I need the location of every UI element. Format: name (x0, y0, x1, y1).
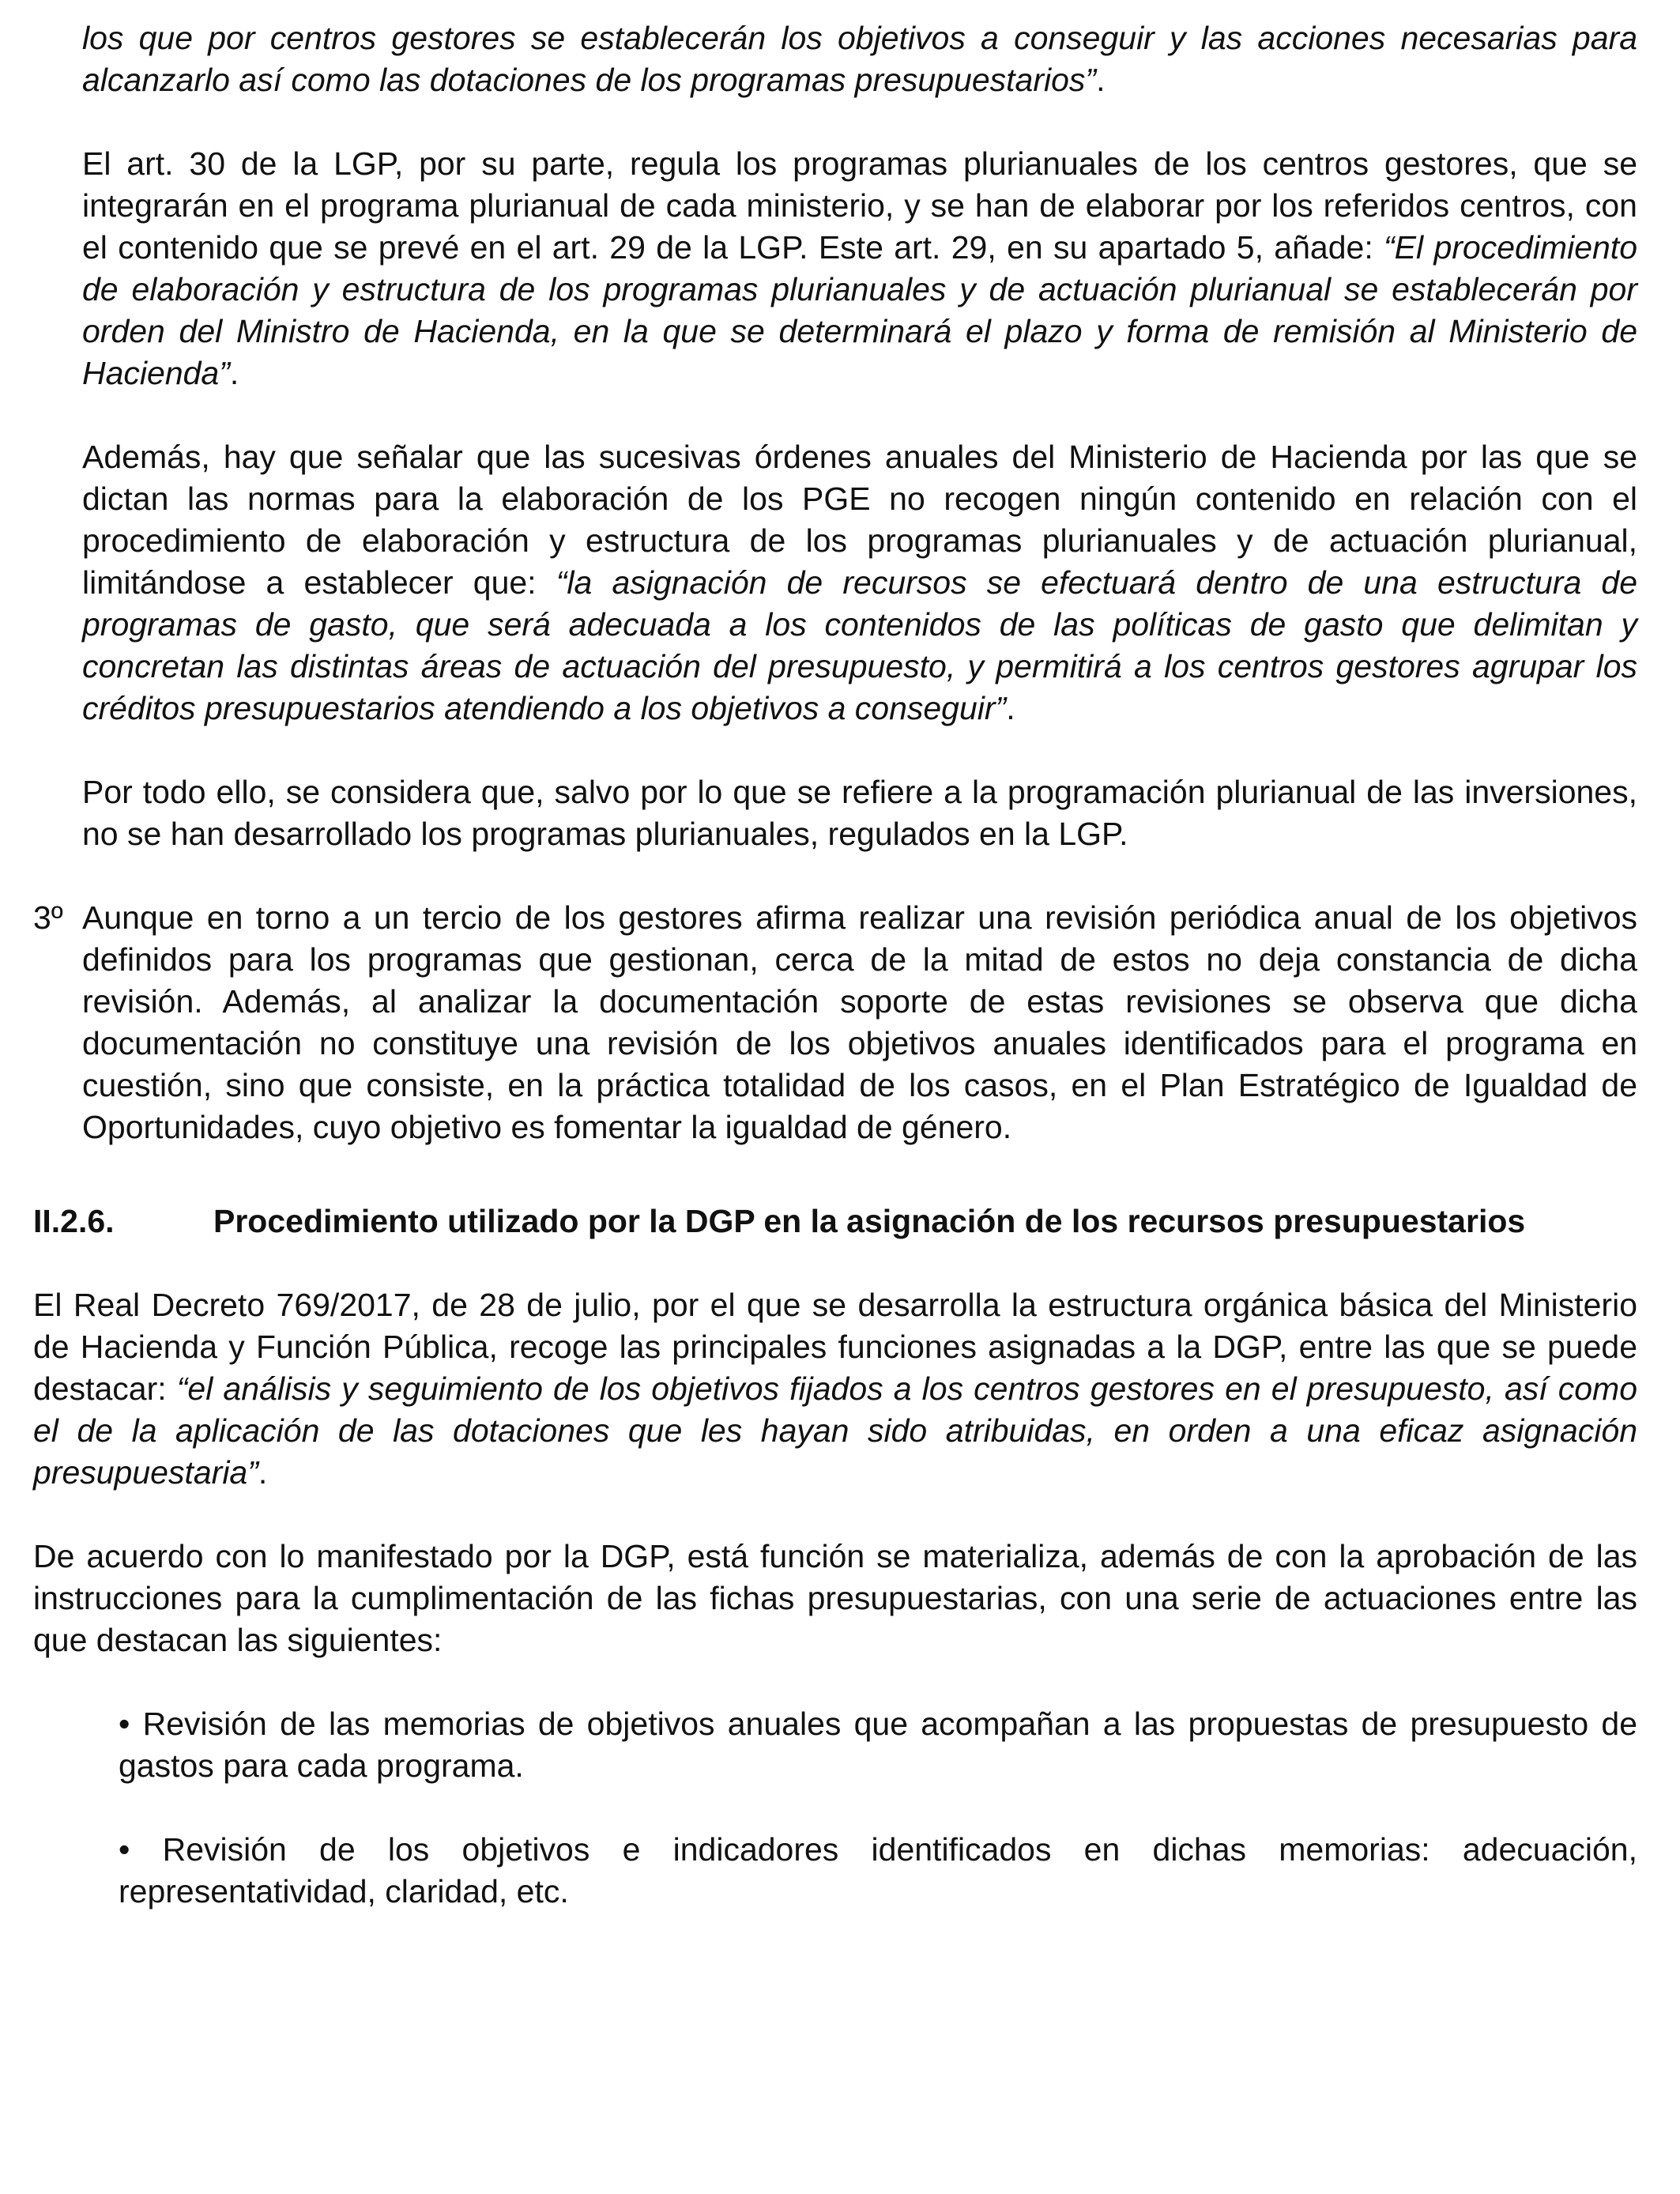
paragraph-text: Por todo ello, se considera que, salvo por lo que se refiere a la programación plurianual de las inversiones, no se han desarrollado los programas plurianuales, regulados en la LGP. (82, 774, 1637, 852)
item-text: Aunque en torno a un tercio de los gestores afirma realizar una revisión periódica anual de los objetivos definidos para los programas que gestionan, cerca de la mitad de estos no deja constancia de dicha revisión. Además, al analizar la documentación soporte de estas revisiones se observa que dicha documentación no constituye una revisión de los objetivos anuales identificados para el programa en cuestión, sino que consiste, en la práctica totalidad de los casos, en el Plan Estratégico de Igualdad de Oportunidades, cuyo objetivo es fomentar la igualdad de género. (82, 899, 1637, 1145)
paragraph-art-30 (82, 143, 1637, 394)
paragraph-quote-continuation (82, 17, 1637, 101)
paragraph-end: . (258, 1454, 268, 1491)
quote-text: “el análisis y seguimiento de los objetivos fijados a los centros gestores en el presupuesto, así como el de la aplicación de las dotaciones que les hayan sido atribuidas, en orden a una eficaz asignación presupuestaria” (33, 1370, 1637, 1491)
item-number: 3º (33, 899, 63, 936)
paragraph-real-decreto (33, 1284, 1637, 1494)
paragraph-text: El Real Decreto 769/2017, de 28 de julio, por el que se desarrolla la estructura orgánica básica del Ministerio de Hacienda y Función Pública, recoge las principales funciones asignadas a la DGP, entre las que se puede destacar: (33, 1287, 1637, 1407)
bullet-item: • Revisión de los objetivos e indicadores identificados en dichas memorias: adecuación, representatividad, claridad, etc. (119, 1831, 1637, 1909)
paragraph-end: . (1096, 62, 1106, 98)
quote-text: los que por centros gestores se establecerán los objetivos a conseguir y las acciones necesarias para alcanzarlo así como las dotaciones de los programas presupuestarios” (82, 20, 1637, 98)
paragraph-text: De acuerdo con lo manifestado por la DGP, está función se materializa, además de con la aprobación de las instrucciones para la cumplimentación de las fichas presupuestarias, con una serie de actuaciones entre las que destacan las siguientes: (33, 1538, 1637, 1658)
paragraph-end: . (229, 355, 239, 391)
quote-text: “la asignación de recursos se efectuará dentro de una estructura de programas de gasto, que será adecuada a los contenidos de las políticas de gasto que delimitan y concretan las distintas áreas de actuación del presupuesto, y permitirá a los centros gestores agrupar los créditos presupuestarios atendiendo a los objetivos a conseguir” (82, 564, 1637, 726)
paragraph-end: . (1006, 690, 1015, 726)
quote-text: “El procedimiento de elaboración y estructura de los programas plurianuales y de actuación plurianual se establecerán por orden del Ministro de Hacienda, en la que se determinará el plazo y forma de remisión al Ministerio de Hacienda” (82, 229, 1637, 391)
paragraph-conclusion (82, 771, 1637, 855)
document-page (33, 17, 1637, 1913)
section-heading (33, 1201, 1637, 1242)
section-number: II.2.6. (33, 1203, 115, 1239)
bullet-item: • Revisión de las memorias de objetivos anuales que acompañan a las propuestas de presupuesto de gastos para cada programa. (119, 1706, 1637, 1784)
section-title: Procedimiento utilizado por la DGP en la asignación de los recursos presupuestarios (213, 1203, 1526, 1239)
numbered-item-3 (33, 897, 1637, 1148)
paragraph-text: Además, hay que señalar que las sucesivas órdenes anuales del Ministerio de Hacienda por las que se dictan las normas para la elaboración de los PGE no recogen ningún contenido en relación con el procedimiento de elaboración y estructura de los programas plurianuales y de actuación plurianual, limitándose a establecer que: (82, 439, 1637, 601)
paragraph-text: El art. 30 de la LGP, por su parte, regula los programas plurianuales de los centros gestores, que se integrarán en el programa plurianual de cada ministerio, y se han de elaborar por los referidos centros, con el contenido que se prevé en el art. 29 de la LGP. Este art. 29, en su apartado 5, añade: (82, 145, 1637, 266)
paragraph-ordenes-anuales (82, 436, 1637, 729)
paragraph-dgp-function (33, 1536, 1637, 1661)
